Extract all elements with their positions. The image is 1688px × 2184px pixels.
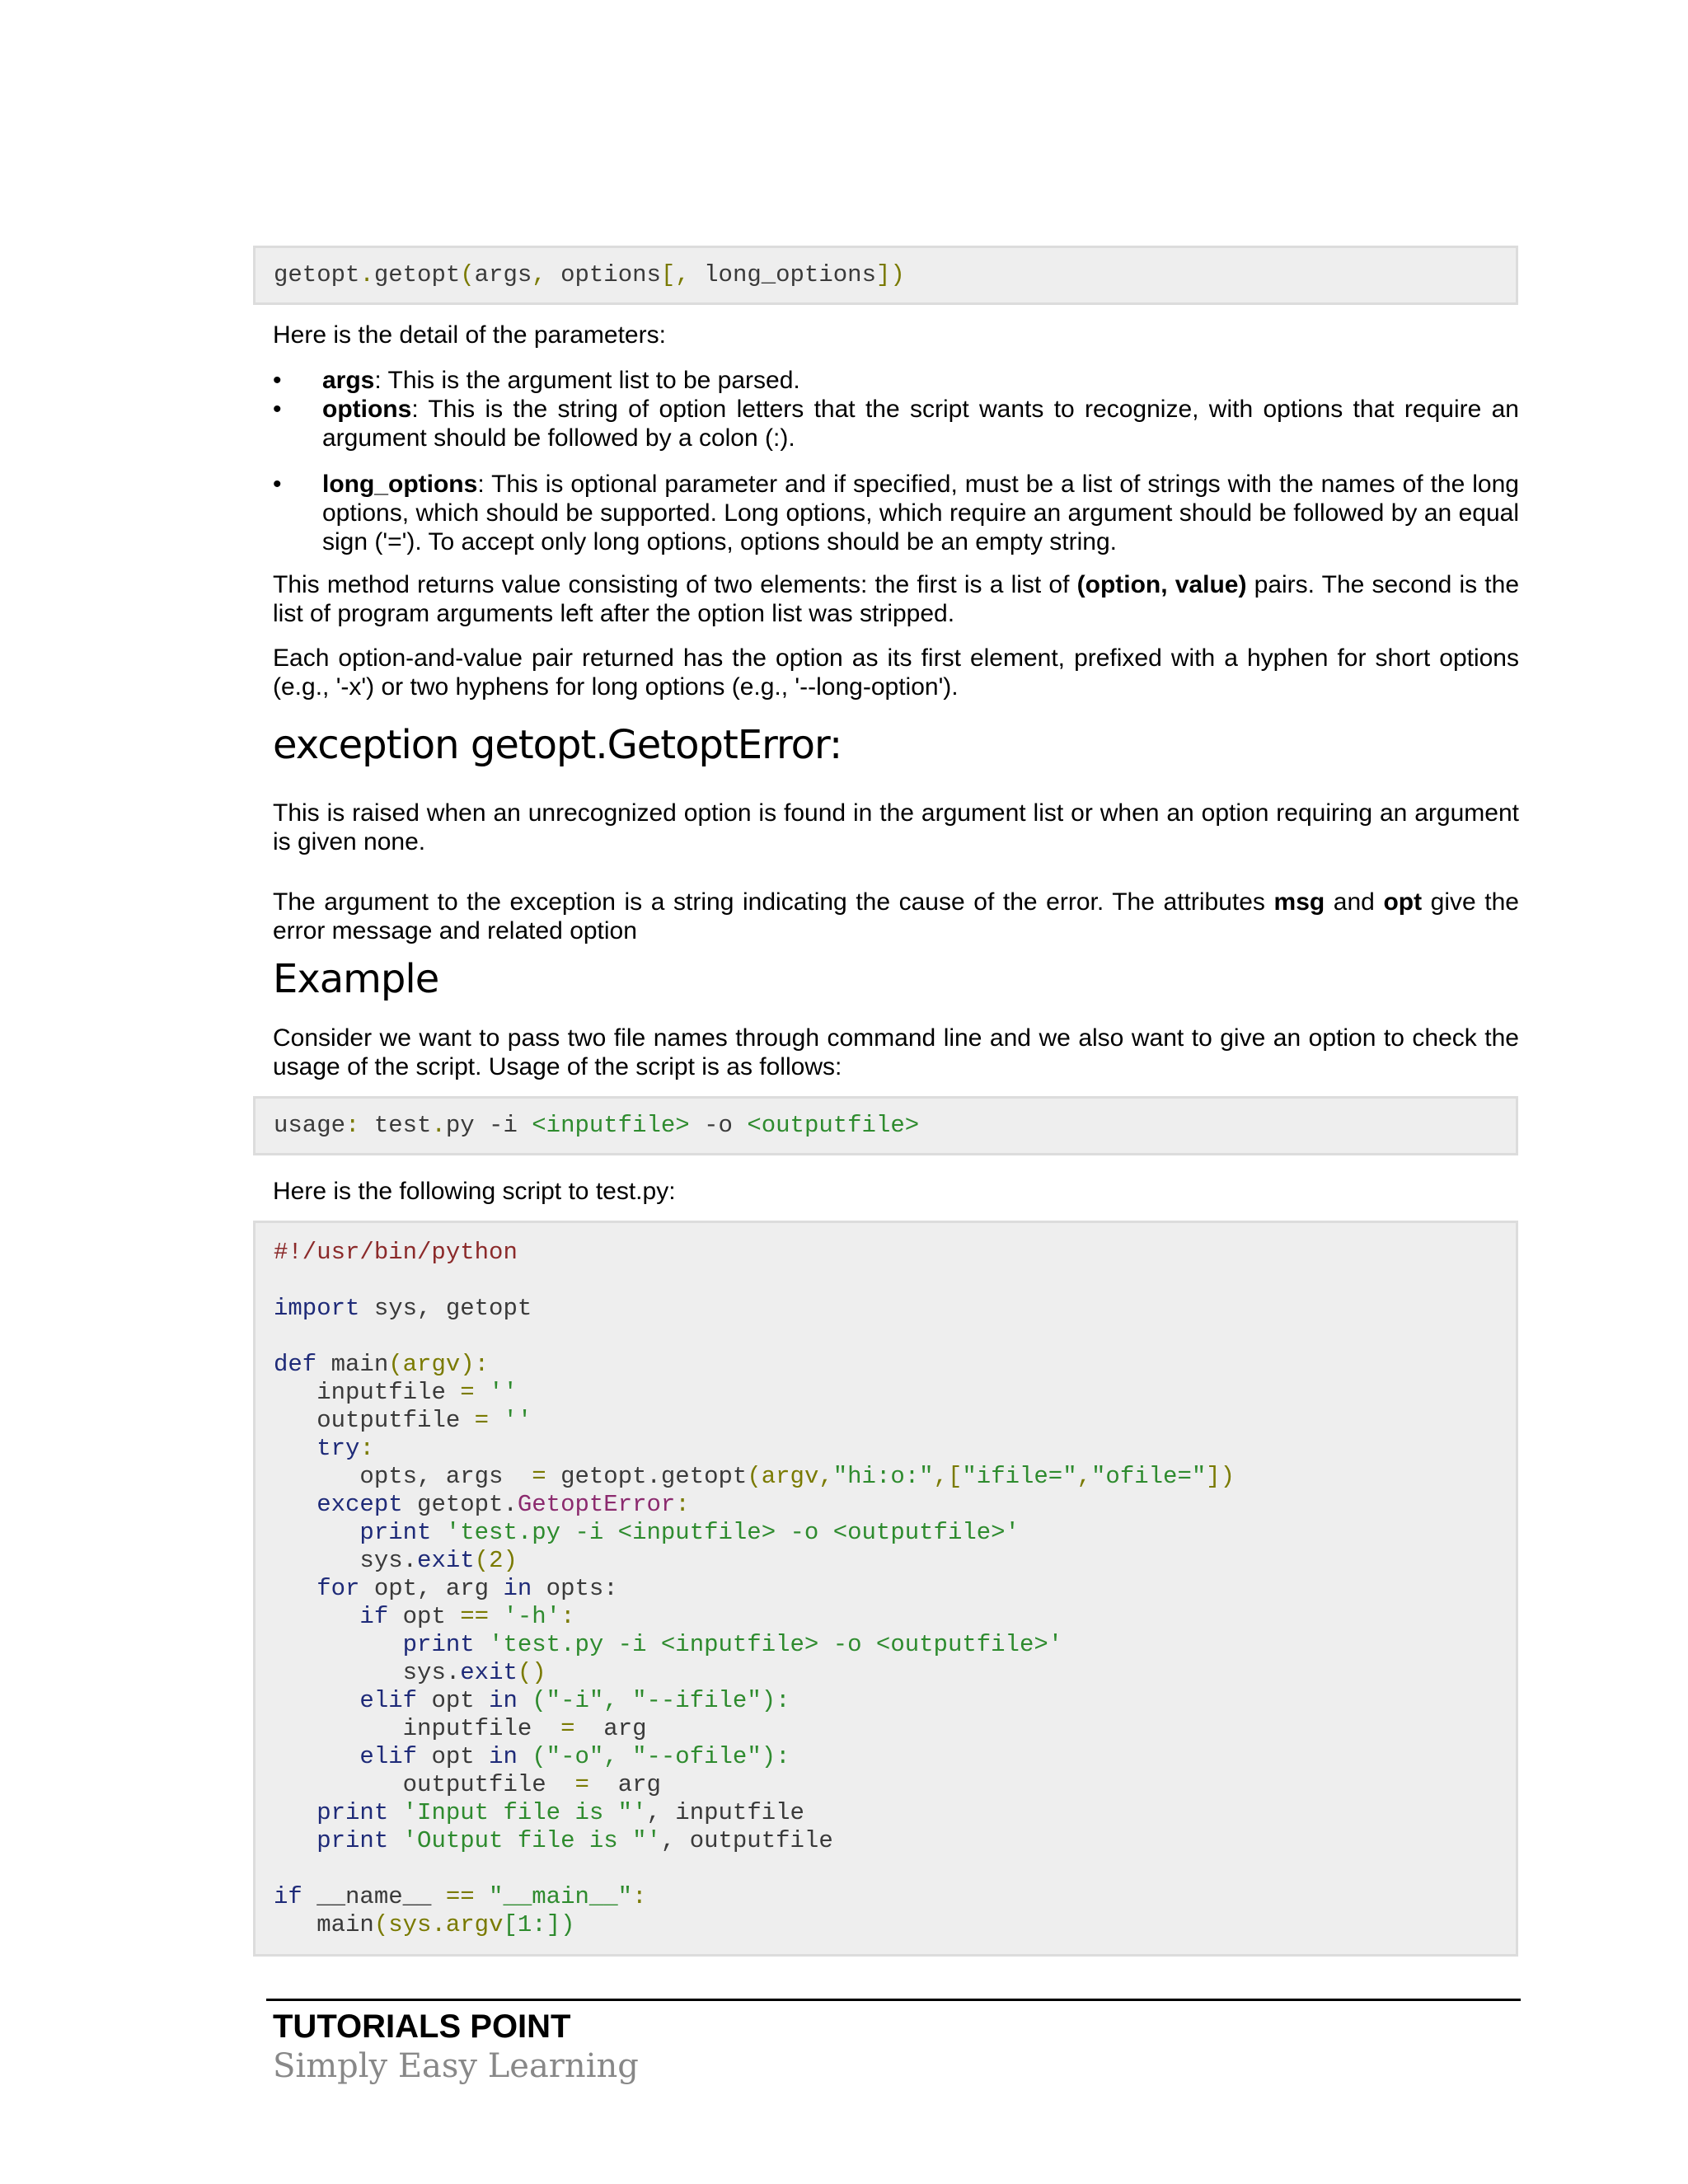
code-token: elif <box>359 1687 418 1714</box>
code-token: : <box>560 1603 575 1630</box>
code-token: outputfile <box>402 1771 561 1798</box>
code-token: == <box>460 1603 490 1630</box>
code-token: (argv, <box>747 1463 833 1490</box>
code-token: ("-i", "--ifile"): <box>517 1687 790 1714</box>
code-token: : <box>345 1112 360 1139</box>
text-run: and <box>1325 888 1384 916</box>
code-token: = <box>546 1715 589 1742</box>
code-token: , <box>933 1463 948 1490</box>
code-token: , <box>532 261 546 288</box>
code-token: sys. <box>402 1659 461 1686</box>
code-token: __name__ <box>302 1883 446 1910</box>
signature-code-block <box>253 246 1518 305</box>
code-token: inputfile <box>316 1379 446 1406</box>
code-token: opt <box>417 1743 490 1770</box>
code-token: 'Input file is "' <box>388 1799 647 1826</box>
code-token: test <box>359 1112 432 1139</box>
code-token: options <box>546 261 661 288</box>
code-token: if <box>274 1883 302 1910</box>
exception-paragraph-1: This is raised when an unrecognized option is found in the argument list or when an option requiring an argument is given none. <box>273 799 1519 855</box>
code-token: args <box>474 261 532 288</box>
bold-text: opt <box>1383 888 1423 916</box>
code-token: print <box>316 1799 389 1826</box>
code-token: getopt.getopt <box>560 1463 748 1490</box>
bullet-dot: • <box>273 471 282 498</box>
code-token: ("-o", "--ofile"): <box>517 1743 790 1770</box>
code-token: getopt. <box>402 1491 518 1518</box>
code-token: arg <box>603 1771 661 1798</box>
code-token: "ifile=" <box>962 1463 1077 1490</box>
bullet-term: args <box>322 367 375 394</box>
code-token: in <box>503 1575 532 1602</box>
code-token: : <box>359 1435 374 1462</box>
code-token: #!/usr/bin/python <box>274 1239 518 1266</box>
code-token: 'test.py -i <inputfile> -o <outputfile>' <box>474 1631 1063 1658</box>
code-token: [ <box>947 1463 963 1490</box>
text-run: give the error message and related option <box>273 888 1519 944</box>
code-token: [, <box>660 261 690 288</box>
code-token: (sys.argv <box>373 1911 504 1938</box>
bullet-dot: • <box>273 396 282 423</box>
text-run: pairs. The second is the list of program arguments left after the option list was stripped. <box>273 571 1520 627</box>
code-token: == <box>445 1883 475 1910</box>
code-token: : <box>675 1491 690 1518</box>
bullet-term: long_options <box>322 471 478 498</box>
code-token: : <box>632 1883 647 1910</box>
code-token: for <box>316 1575 360 1602</box>
code-token: '-h' <box>489 1603 561 1630</box>
code-token: = <box>560 1771 604 1798</box>
code-token: def <box>274 1351 317 1378</box>
code-token: ]) <box>875 261 905 288</box>
code-token: long_options <box>689 261 876 288</box>
script-intro: Here is the following script to test.py: <box>273 1178 676 1205</box>
code-token: ( <box>460 261 475 288</box>
code-token: in <box>489 1687 518 1714</box>
text-run: This method returns value consisting of two elements: the first is a list of <box>273 571 1077 598</box>
code-token: usage <box>274 1112 346 1139</box>
footer-subtitle: Simply Easy Learning <box>273 2047 639 2085</box>
code-token: main <box>316 1911 374 1938</box>
code-token: try <box>316 1435 360 1462</box>
code-token: opts, args <box>359 1463 518 1490</box>
code-token: except <box>316 1491 403 1518</box>
footer-divider <box>266 1999 1521 2001</box>
bullet-args <box>322 366 1519 395</box>
code-token: . <box>431 1112 446 1139</box>
bullet-text: : This is optional parameter and if specified, must be a list of strings with the names of the long options, which should be supported. Long options, which require an argument should be followed by an equal sign ('='). To accept only long options, options should be an empty string. <box>322 471 1519 555</box>
bullet-term: options <box>322 396 412 423</box>
code-token: import <box>274 1295 360 1322</box>
code-token: . <box>359 261 374 288</box>
code-token: 'Output file is "' <box>388 1827 661 1854</box>
params-intro: Here is the detail of the parameters: <box>273 321 666 349</box>
code-token: "hi:o:" <box>832 1463 934 1490</box>
code-token: , <box>1076 1463 1092 1490</box>
code-token: () <box>517 1659 546 1686</box>
code-token: exit <box>417 1547 475 1574</box>
code-token: print <box>316 1827 389 1854</box>
code-token: print <box>359 1519 432 1546</box>
code-token: "ofile=" <box>1091 1463 1207 1490</box>
code-token: <inputfile> <box>532 1112 690 1139</box>
code-token: outputfile <box>316 1407 461 1434</box>
text-run: The argument to the exception is a string indicating the cause of the error. The attributes <box>273 888 1274 916</box>
code-token: , inputfile <box>646 1799 804 1826</box>
code-token: ]) <box>1206 1463 1236 1490</box>
code-token: main <box>316 1351 389 1378</box>
code-token: py -i <box>445 1112 532 1139</box>
code-token: exit <box>460 1659 518 1686</box>
code-token: opt <box>417 1687 490 1714</box>
code-token: <outputfile> <box>747 1112 920 1139</box>
code-token: '' <box>489 1379 518 1406</box>
bold-text: msg <box>1273 888 1325 916</box>
code-token: elif <box>359 1743 418 1770</box>
code-token: [1:]) <box>503 1911 575 1938</box>
code-token: (2) <box>474 1547 518 1574</box>
code-token: opt <box>388 1603 461 1630</box>
exception-heading: exception getopt.GetoptError: <box>273 722 842 768</box>
code-token: = <box>445 1379 490 1406</box>
code-token: = <box>460 1407 504 1434</box>
example-heading: Example <box>273 956 439 1002</box>
code-token: arg <box>588 1715 647 1742</box>
bullet-long-options <box>322 470 1519 556</box>
code-token: if <box>359 1603 389 1630</box>
code-token: inputfile <box>402 1715 546 1742</box>
code-token: , outputfile <box>660 1827 833 1854</box>
code-token: (argv): <box>388 1351 490 1378</box>
returns-paragraph <box>273 570 1519 628</box>
script-code-block <box>253 1221 1518 1957</box>
code-token: 'test.py -i <inputfile> -o <outputfile>' <box>431 1519 1020 1546</box>
code-token: = <box>517 1463 561 1490</box>
example-paragraph: Consider we want to pass two file names through command line and we also want to give an option to check the usage of the script. Usage of the script is as follows: <box>273 1024 1519 1080</box>
footer-title: TUTORIALS POINT <box>273 2008 571 2045</box>
code-token: sys. <box>359 1547 418 1574</box>
code-token: getopt <box>373 261 461 288</box>
bullet-text: : This is the argument list to be parsed. <box>374 367 800 394</box>
pair-paragraph: Each option-and-value pair returned has the option as its first element, prefixed with a hyphen for short options (e.g., '-x') or two hyphens for long options (e.g., '--long-option'). <box>273 644 1519 701</box>
code-token: opts: <box>532 1575 618 1602</box>
code-token: in <box>489 1743 518 1770</box>
exception-paragraph-2 <box>273 888 1519 945</box>
code-token: "__main__" <box>474 1883 633 1910</box>
bullet-options <box>322 395 1519 452</box>
code-token: -o <box>689 1112 748 1139</box>
code-token: getopt <box>274 261 360 288</box>
code-token: print <box>402 1631 475 1658</box>
code-token: '' <box>503 1407 532 1434</box>
code-token: opt, arg <box>359 1575 504 1602</box>
bold-text: (option, value) <box>1076 571 1247 598</box>
code-token: sys, getopt <box>359 1295 532 1322</box>
usage-code-block <box>253 1096 1518 1155</box>
bullet-text: : This is the string of option letters that the script wants to recognize, with options that require an argument should be followed by a colon (:). <box>322 396 1519 452</box>
code-token: GetoptError <box>517 1491 676 1518</box>
bullet-dot: • <box>273 367 282 394</box>
